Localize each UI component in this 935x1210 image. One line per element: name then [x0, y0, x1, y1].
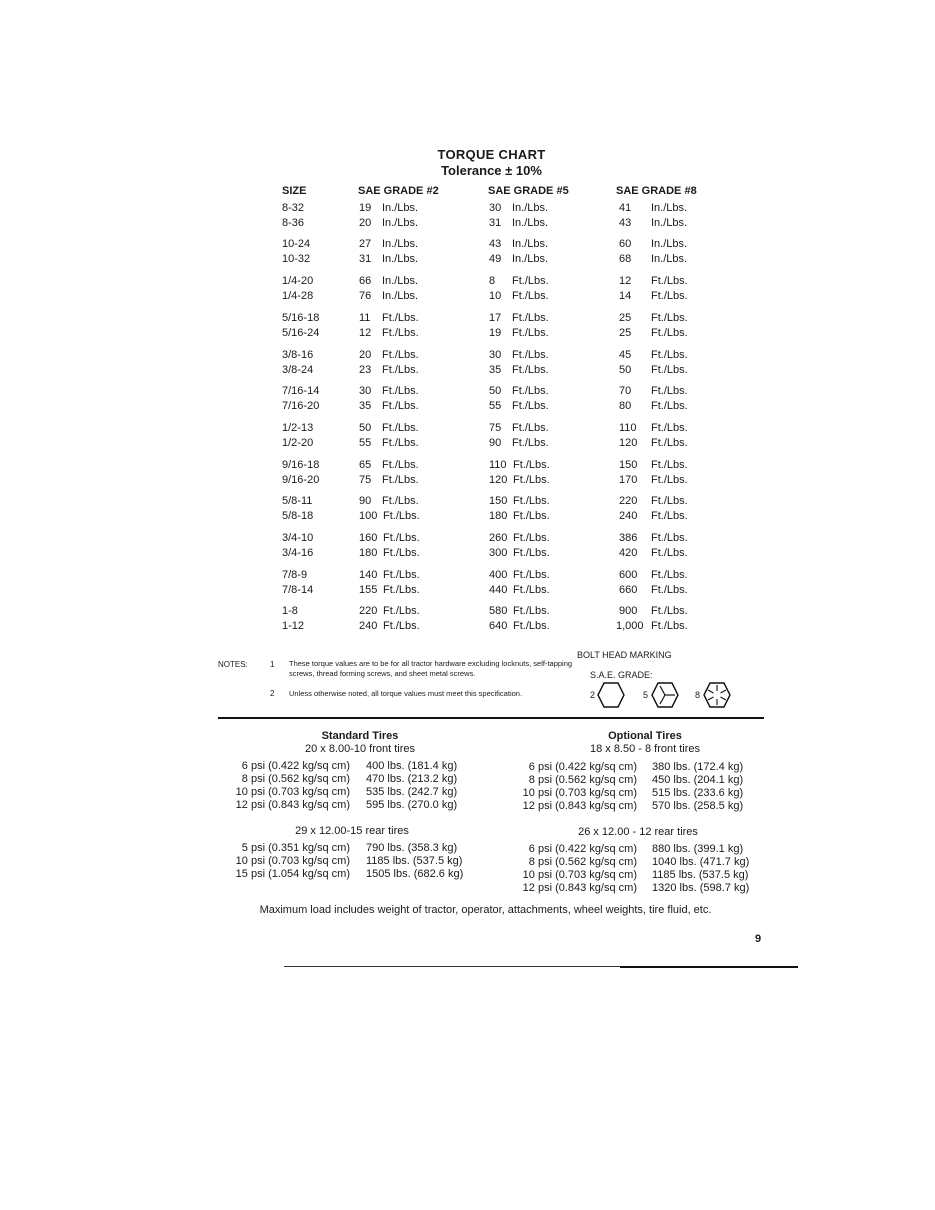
grade-8-value: 45 — [619, 349, 632, 361]
note-number: 1 — [270, 660, 275, 669]
grade-8-value: 70 — [619, 385, 632, 397]
grade-8-unit: Ft./Lbs. — [651, 584, 688, 596]
grade-2-value: 65 — [359, 459, 372, 471]
size-cell: 10-32 — [282, 253, 311, 265]
grade-5-unit: Ft./Lbs. — [513, 510, 550, 522]
grade-8-value: 68 — [619, 253, 632, 265]
tire-load-cell: 790 lbs. (358.3 kg) — [366, 842, 458, 854]
grade-2-unit: In./Lbs. — [382, 217, 419, 229]
column-header-grade-2: SAE GRADE #2 — [358, 185, 439, 197]
grade-8-unit: Ft./Lbs. — [651, 474, 688, 486]
grade-5-unit: Ft./Lbs. — [513, 584, 550, 596]
grade-8-value: 240 — [619, 510, 638, 522]
tire-pressure-cell: 12 psi (0.843 kg/sq cm) — [522, 800, 637, 812]
column-header-grade-5: SAE GRADE #5 — [488, 185, 569, 197]
grade-8-unit: Ft./Lbs. — [651, 495, 688, 507]
tire-pressure-cell: 5 psi (0.351 kg/sq cm) — [241, 842, 350, 854]
grade-8-unit: Ft./Lbs. — [651, 400, 688, 412]
grade-2-value: 155 — [359, 584, 378, 596]
grade-5-unit: Ft./Lbs. — [513, 620, 550, 632]
tire-pressure-cell: 8 psi (0.562 kg/sq cm) — [528, 856, 637, 868]
tire-load-cell: 535 lbs. (242.7 kg) — [366, 786, 458, 798]
tire-load-cell: 1040 lbs. (471.7 kg) — [652, 856, 750, 868]
grade-8-value: 41 — [619, 202, 632, 214]
grade-2-value: 220 — [359, 605, 378, 617]
grade-2-value: 30 — [359, 385, 372, 397]
grade-8-value: 50 — [619, 364, 632, 376]
grade-5-value: 75 — [489, 422, 502, 434]
tire-load-cell: 470 lbs. (213.2 kg) — [366, 773, 458, 785]
grade-8-unit: Ft./Lbs. — [651, 275, 688, 287]
tire-pressure-cell: 6 psi (0.422 kg/sq cm) — [241, 760, 350, 772]
size-cell: 3/8-24 — [282, 364, 314, 376]
tire-load-cell: 1185 lbs. (537.5 kg) — [366, 855, 463, 867]
page-title: TORQUE CHART — [437, 147, 546, 162]
grade-5-value: 35 — [489, 364, 502, 376]
grade-8-unit: Ft./Lbs. — [651, 312, 688, 324]
grade-5-unit: Ft./Lbs. — [512, 385, 549, 397]
grade-8-value: 386 — [619, 532, 638, 544]
grade-5-value: 17 — [489, 312, 502, 324]
grade-5-value: 110 — [489, 459, 507, 471]
grade-2-unit: In./Lbs. — [382, 253, 419, 265]
grade-8-label: 8 — [695, 690, 701, 700]
grade-8-value: 600 — [619, 569, 638, 581]
grade-5-value: 30 — [489, 202, 502, 214]
grade-5-unit: Ft./Lbs. — [513, 569, 550, 581]
grade-8-value: 43 — [619, 217, 632, 229]
grade-5-label: 5 — [643, 690, 649, 700]
grade-5-unit: Ft./Lbs. — [512, 290, 549, 302]
size-cell: 7/8-9 — [282, 569, 308, 581]
grade-2-unit: Ft./Lbs. — [383, 584, 420, 596]
tire-load-cell: 400 lbs. (181.4 kg) — [366, 760, 458, 772]
page-number: 9 — [755, 933, 762, 945]
size-cell: 10-24 — [282, 238, 311, 250]
sae-grade-label: S.A.E. GRADE: — [590, 670, 653, 680]
grade-2-unit: Ft./Lbs. — [382, 385, 419, 397]
tire-load-cell: 595 lbs. (270.0 kg) — [366, 799, 458, 811]
grade-2-value: 140 — [359, 569, 378, 581]
grade-5-unit: Ft./Lbs. — [512, 327, 549, 339]
grade-8-unit: Ft./Lbs. — [651, 569, 688, 581]
standard-front-tire-size: 20 x 8.00-10 front tires — [304, 743, 416, 755]
grade-8-value: 220 — [619, 495, 638, 507]
grade-2-unit: Ft./Lbs. — [383, 547, 420, 559]
size-cell: 1/4-28 — [282, 290, 314, 302]
grade-2-unit: Ft./Lbs. — [383, 620, 420, 632]
bottom-rule-dark — [620, 966, 798, 968]
grade-8-value: 1,000 — [616, 620, 644, 632]
grade-2-unit: In./Lbs. — [382, 238, 419, 250]
grade-8-unit: Ft./Lbs. — [651, 327, 688, 339]
tire-pressure-cell: 10 psi (0.703 kg/sq cm) — [235, 786, 350, 798]
grade-5-value: 10 — [489, 290, 502, 302]
grade-8-value: 120 — [619, 437, 638, 449]
size-cell: 9/16-18 — [282, 459, 320, 471]
note-text: These torque values are to be for all tractor hardware excluding locknuts, self-tapping screws, thread forming screws, and sheet metal screws. — [289, 659, 573, 678]
grade-5-value: 400 — [489, 569, 508, 581]
tire-load-cell: 570 lbs. (258.5 kg) — [652, 800, 744, 812]
grade-8-unit: Ft./Lbs. — [651, 547, 688, 559]
grade-5-value: 31 — [489, 217, 502, 229]
grade-8-value: 420 — [619, 547, 638, 559]
grade-5-value: 640 — [489, 620, 508, 632]
grade-2-value: 11 — [359, 312, 371, 324]
tire-load-cell: 1185 lbs. (537.5 kg) — [652, 869, 749, 881]
grade-8-value: 80 — [619, 400, 632, 412]
grade-2-unit: Ft./Lbs. — [383, 569, 420, 581]
tire-pressure-cell: 10 psi (0.703 kg/sq cm) — [235, 855, 350, 867]
grade-8-unit: Ft./Lbs. — [651, 349, 688, 361]
note-number: 2 — [270, 689, 275, 698]
size-cell: 1/2-20 — [282, 437, 314, 449]
grade-2-value: 66 — [359, 275, 372, 287]
grade-2-label: 2 — [590, 690, 596, 700]
grade-5-value: 55 — [489, 400, 502, 412]
tire-pressure-cell: 10 psi (0.703 kg/sq cm) — [522, 869, 637, 881]
grade-5-value: 8 — [489, 275, 496, 287]
size-cell: 7/8-14 — [282, 584, 314, 596]
grade-5-value: 90 — [489, 437, 502, 449]
grade-2-value: 100 — [359, 510, 378, 522]
grade-8-value: 12 — [619, 275, 632, 287]
grade-2-value: 20 — [359, 217, 372, 229]
size-cell: 7/16-14 — [282, 385, 320, 397]
tire-pressure-cell: 6 psi (0.422 kg/sq cm) — [528, 761, 637, 773]
size-cell: 3/4-10 — [282, 532, 314, 544]
grade-5-unit: Ft./Lbs. — [512, 422, 549, 434]
grade-5-unit: Ft./Lbs. — [512, 312, 549, 324]
grade-2-value: 20 — [359, 349, 372, 361]
grade-5-value: 580 — [489, 605, 508, 617]
bolt-head-marking-title: BOLT HEAD MARKING — [577, 650, 672, 660]
grade-2-unit: Ft./Lbs. — [383, 605, 420, 617]
notes-label: NOTES: — [218, 660, 248, 669]
grade-8-unit: In./Lbs. — [651, 202, 688, 214]
footnote: Maximum load includes weight of tractor, operator, attachments, wheel weights, tire fluid, etc. — [259, 904, 712, 916]
grade-8-value: 150 — [619, 459, 638, 471]
grade-5-unit: Ft./Lbs. — [513, 532, 550, 544]
grade-2-value: 240 — [359, 620, 378, 632]
grade-5-value: 43 — [489, 238, 502, 250]
grade-2-unit: Ft./Lbs. — [383, 510, 420, 522]
grade-5-unit: In./Lbs. — [512, 253, 549, 265]
grade-5-value: 150 — [489, 495, 508, 507]
size-cell: 8-36 — [282, 217, 305, 229]
size-cell: 5/8-18 — [282, 510, 314, 522]
grade-8-value: 14 — [619, 290, 632, 302]
grade-2-unit: In./Lbs. — [382, 275, 419, 287]
grade-2-unit: Ft./Lbs. — [382, 349, 419, 361]
grade-5-value: 19 — [489, 327, 502, 339]
tire-pressure-cell: 8 psi (0.562 kg/sq cm) — [528, 774, 637, 786]
grade-5-unit: In./Lbs. — [512, 202, 549, 214]
tire-pressure-cell: 10 psi (0.703 kg/sq cm) — [522, 787, 637, 799]
grade-2-unit: Ft./Lbs. — [382, 422, 419, 434]
grade-2-value: 12 — [359, 327, 372, 339]
section-divider — [218, 717, 764, 719]
grade-5-unit: Ft./Lbs. — [512, 349, 549, 361]
page-subtitle: Tolerance ± 10% — [441, 163, 542, 178]
grade-2-value: 19 — [359, 202, 372, 214]
grade-2-unit: Ft./Lbs. — [382, 400, 419, 412]
grade-5-value: 30 — [489, 349, 502, 361]
grade-8-unit: Ft./Lbs. — [651, 290, 688, 302]
tire-load-cell: 450 lbs. (204.1 kg) — [652, 774, 744, 786]
size-cell: 3/8-16 — [282, 349, 314, 361]
grade-2-value: 55 — [359, 437, 372, 449]
grade-8-unit: Ft./Lbs. — [651, 364, 688, 376]
grade-2-value: 180 — [359, 547, 378, 559]
grade-2-value: 23 — [359, 364, 372, 376]
grade-5-unit: Ft./Lbs. — [513, 459, 550, 471]
grade-5-unit: Ft./Lbs. — [513, 495, 550, 507]
grade-8-unit: Ft./Lbs. — [651, 532, 688, 544]
tire-load-cell: 880 lbs. (399.1 kg) — [652, 843, 744, 855]
grade-5-value: 260 — [489, 532, 508, 544]
size-cell: 5/8-11 — [282, 495, 313, 507]
grade-8-value: 25 — [619, 312, 632, 324]
grade-8-unit: Ft./Lbs. — [651, 510, 688, 522]
grade-5-value: 50 — [489, 385, 502, 397]
tire-pressure-cell: 8 psi (0.562 kg/sq cm) — [241, 773, 350, 785]
grade-5-unit: Ft./Lbs. — [513, 605, 550, 617]
grade-8-value: 25 — [619, 327, 632, 339]
grade-8-value: 170 — [619, 474, 638, 486]
grade-5-unit: Ft./Lbs. — [512, 275, 549, 287]
hex-six-lines-icon — [702, 681, 732, 709]
grade-2-unit: Ft./Lbs. — [382, 364, 419, 376]
size-cell: 1/4-20 — [282, 275, 314, 287]
grade-2-value: 160 — [359, 532, 378, 544]
grade-2-value: 31 — [359, 253, 372, 265]
grade-5-unit: Ft./Lbs. — [513, 474, 550, 486]
optional-rear-tire-size: 26 x 12.00 - 12 rear tires — [578, 826, 698, 838]
grade-8-unit: Ft./Lbs. — [651, 620, 688, 632]
grade-2-value: 75 — [359, 474, 372, 486]
grade-8-unit: In./Lbs. — [651, 238, 688, 250]
grade-8-unit: In./Lbs. — [651, 217, 688, 229]
optional-front-tire-size: 18 x 8.50 - 8 front tires — [589, 743, 701, 755]
size-cell: 9/16-20 — [282, 474, 320, 486]
grade-2-value: 35 — [359, 400, 372, 412]
grade-8-unit: Ft./Lbs. — [651, 437, 688, 449]
hex-plain-icon — [596, 681, 626, 709]
standard-tires-title: Standard Tires — [321, 730, 399, 742]
grade-5-value: 440 — [489, 584, 508, 596]
grade-2-value: 90 — [359, 495, 372, 507]
grade-8-unit: Ft./Lbs. — [651, 605, 688, 617]
grade-2-unit: In./Lbs. — [382, 290, 419, 302]
optional-tires-title: Optional Tires — [608, 730, 682, 742]
column-header-grade-8: SAE GRADE #8 — [616, 185, 697, 197]
tire-load-cell: 515 lbs. (233.6 kg) — [652, 787, 744, 799]
note-text: Unless otherwise noted, all torque values must meet this specification. — [289, 689, 523, 698]
grade-5-value: 49 — [489, 253, 502, 265]
grade-2-unit: Ft./Lbs. — [382, 474, 419, 486]
tire-pressure-cell: 15 psi (1.054 kg/sq cm) — [235, 868, 350, 880]
tire-pressure-cell: 12 psi (0.843 kg/sq cm) — [235, 799, 350, 811]
grade-2-unit: Ft./Lbs. — [382, 459, 419, 471]
grade-5-unit: In./Lbs. — [512, 238, 549, 250]
tire-load-cell: 1505 lbs. (682.6 kg) — [366, 868, 464, 880]
grade-2-unit: In./Lbs. — [382, 202, 419, 214]
grade-8-unit: Ft./Lbs. — [651, 422, 688, 434]
grade-2-unit: Ft./Lbs. — [383, 532, 420, 544]
grade-2-value: 76 — [359, 290, 372, 302]
grade-5-unit: Ft./Lbs. — [512, 437, 549, 449]
hex-three-lines-icon — [650, 681, 680, 709]
size-cell: 7/16-20 — [282, 400, 320, 412]
grade-5-unit: Ft./Lbs. — [512, 400, 549, 412]
grade-2-unit: Ft./Lbs. — [382, 312, 419, 324]
grade-8-unit: Ft./Lbs. — [651, 385, 688, 397]
grade-8-value: 900 — [619, 605, 638, 617]
grade-2-unit: Ft./Lbs. — [382, 437, 419, 449]
column-header-size: SIZE — [282, 185, 307, 197]
size-cell: 1/2-13 — [282, 422, 314, 434]
size-cell: 1-12 — [282, 620, 305, 632]
grade-8-value: 60 — [619, 238, 632, 250]
grade-8-value: 110 — [619, 422, 637, 434]
grade-5-value: 120 — [489, 474, 508, 486]
size-cell: 5/16-24 — [282, 327, 320, 339]
size-cell: 1-8 — [282, 605, 298, 617]
grade-2-unit: Ft./Lbs. — [382, 327, 419, 339]
grade-8-unit: In./Lbs. — [651, 253, 688, 265]
tire-load-cell: 1320 lbs. (598.7 kg) — [652, 882, 750, 894]
grade-8-unit: Ft./Lbs. — [651, 459, 688, 471]
size-cell: 3/4-16 — [282, 547, 314, 559]
size-cell: 8-32 — [282, 202, 305, 214]
grade-5-unit: Ft./Lbs. — [513, 547, 550, 559]
tire-pressure-cell: 6 psi (0.422 kg/sq cm) — [528, 843, 637, 855]
grade-5-unit: In./Lbs. — [512, 217, 549, 229]
grade-2-value: 50 — [359, 422, 372, 434]
grade-2-unit: Ft./Lbs. — [382, 495, 419, 507]
tire-pressure-cell: 12 psi (0.843 kg/sq cm) — [522, 882, 637, 894]
grade-5-value: 300 — [489, 547, 508, 559]
grade-2-value: 27 — [359, 238, 372, 250]
tire-load-cell: 380 lbs. (172.4 kg) — [652, 761, 744, 773]
grade-5-value: 180 — [489, 510, 508, 522]
grade-8-value: 660 — [619, 584, 638, 596]
standard-rear-tire-size: 29 x 12.00-15 rear tires — [295, 825, 409, 837]
grade-5-unit: Ft./Lbs. — [512, 364, 549, 376]
size-cell: 5/16-18 — [282, 312, 320, 324]
